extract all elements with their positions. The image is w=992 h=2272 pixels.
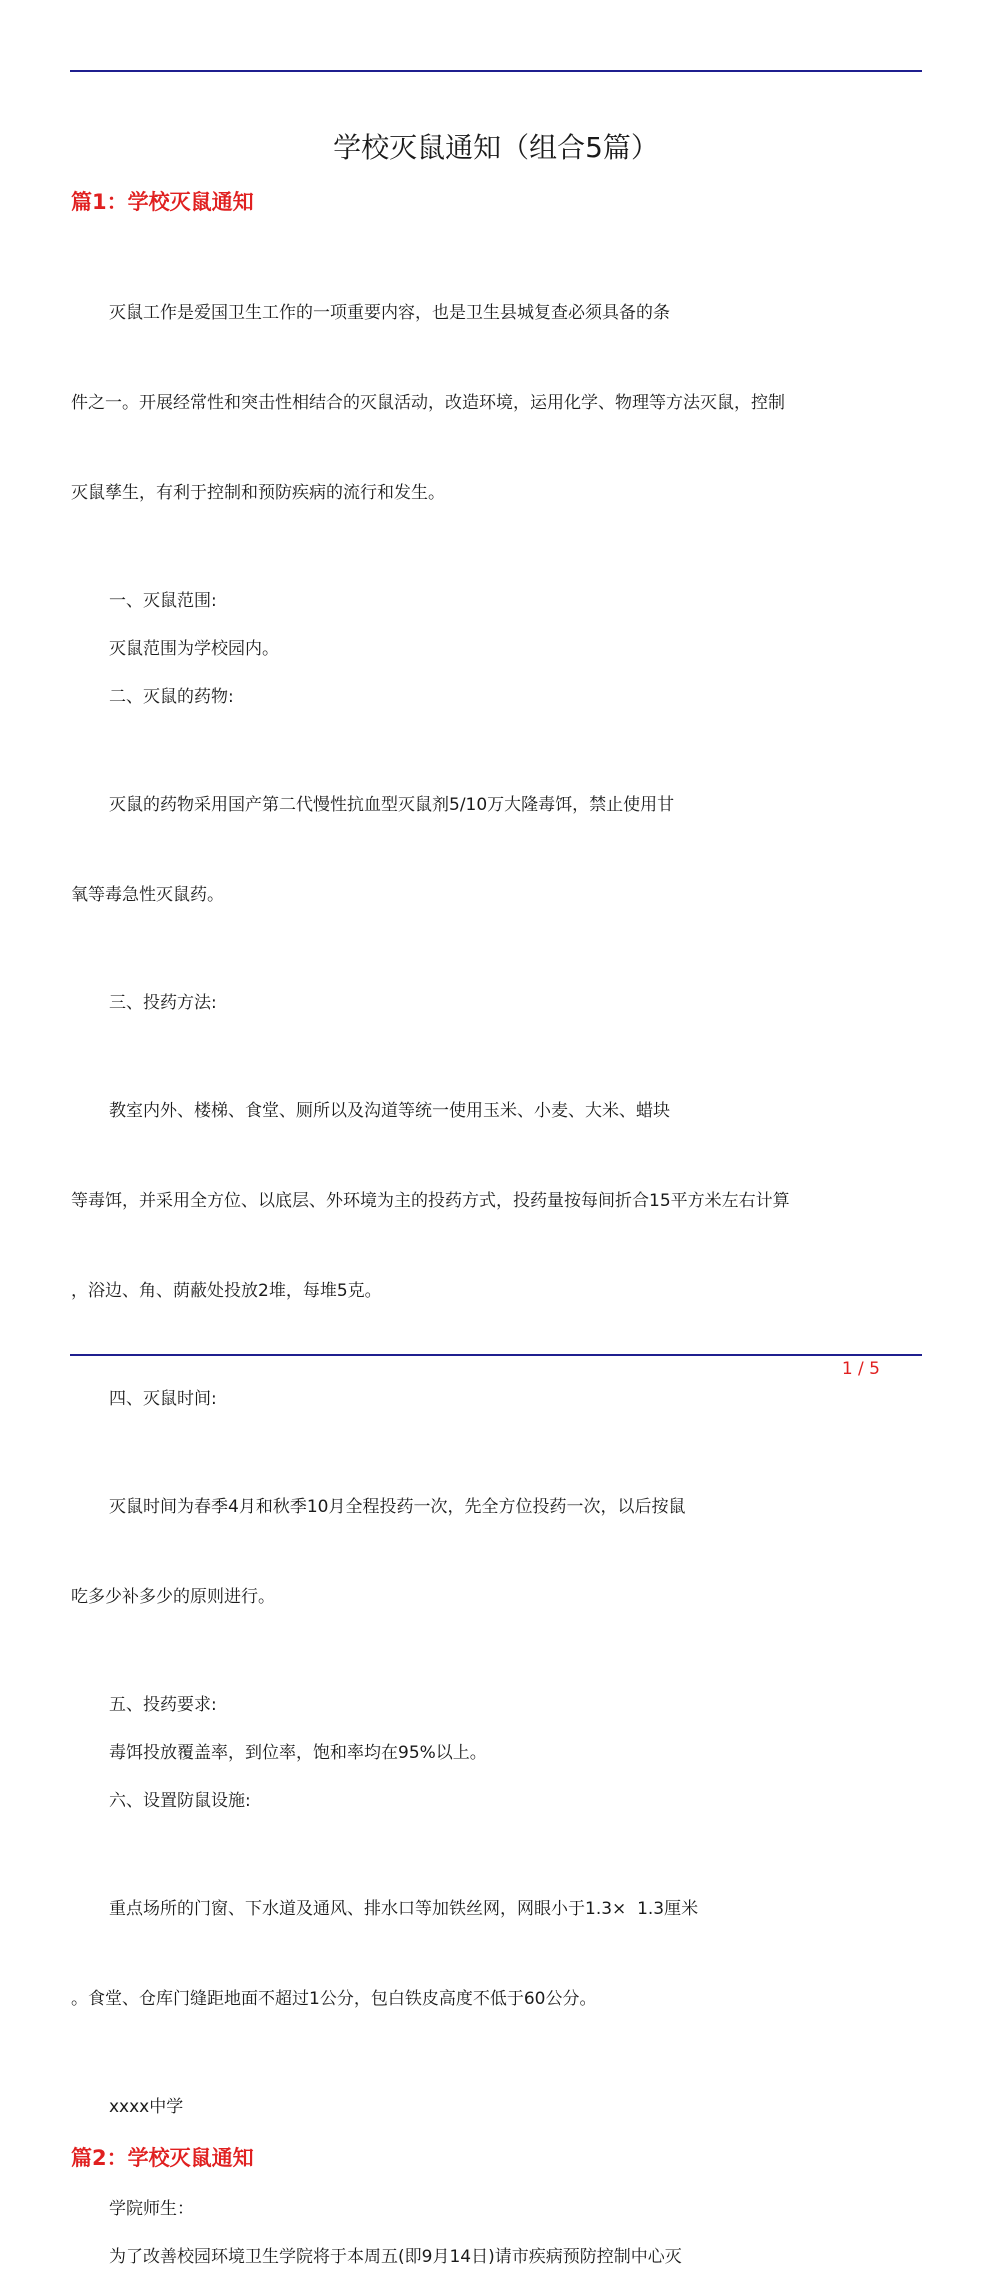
paragraph-line: 吃多少补多少的原则进行。 [71, 1587, 275, 1607]
item-1-heading: 一、灭鼠范围: [109, 591, 217, 611]
item-1-text: 灭鼠范围为学校园内。 [109, 639, 279, 659]
signature: xxxx中学 [109, 2097, 184, 2117]
intro-paragraph [71, 238, 923, 568]
item-5-heading: 五、投药要求: [109, 1695, 217, 1715]
paragraph-line: 件之一。开展经常性和突击性相结合的灭鼠活动，改造环境，运用化学、物理等方法灭鼠，控制 [71, 393, 785, 413]
item-3-paragraph [71, 1036, 923, 1366]
item-2-paragraph [71, 730, 923, 970]
footer-rule [70, 1354, 922, 1356]
item-6-heading: 六、设置防鼠设施: [109, 1791, 251, 1811]
salutation: 学院师生： [109, 2199, 194, 2219]
paragraph-line: 灭鼠的药物采用国产第二代慢性抗血型灭鼠剂5/10万大隆毒饵，禁止使用甘 [109, 795, 675, 815]
paragraph-line: 等毒饵，并采用全方位、以底层、外环境为主的投药方式，投药量按每间折合15平方米左右计算 [71, 1191, 790, 1211]
page-indicator: 1 / 5 [841, 1359, 880, 1379]
document-title: 学校灭鼠通知（组合5篇） [333, 131, 659, 164]
item-4-paragraph [71, 1432, 923, 1672]
paragraph-line: 重点场所的门窗、下水道及通风、排水口等加铁丝网，网眼小于1.3× 1.3厘米 [109, 1899, 699, 1919]
paragraph-line: 。食堂、仓库门缝距地面不超过1公分，包白铁皮高度不低于60公分。 [71, 1989, 597, 2009]
header-rule [70, 70, 922, 72]
item-6-paragraph [71, 1834, 923, 2074]
item-3-heading: 三、投药方法: [109, 993, 217, 1013]
section-2-text: 为了改善校园环境卫生学院将于本周五(即9月14日)请市疾病预防控制中心灭 [109, 2247, 682, 2267]
paragraph-line: 灭鼠孳生，有利于控制和预防疾病的流行和发生。 [71, 483, 445, 503]
section-1-heading: 篇1：学校灭鼠通知 [71, 190, 254, 214]
paragraph-line: 氧等毒急性灭鼠药。 [71, 885, 224, 905]
section-2-heading: 篇2：学校灭鼠通知 [71, 2146, 254, 2170]
paragraph-line: 灭鼠工作是爱国卫生工作的一项重要内容，也是卫生县城复查必须具备的条 [109, 303, 670, 323]
item-2-heading: 二、灭鼠的药物: [109, 687, 234, 707]
paragraph-line: 灭鼠时间为春季4月和秋季10月全程投药一次，先全方位投药一次，以后按鼠 [109, 1497, 686, 1517]
item-5-text: 毒饵投放覆盖率，到位率，饱和率均在95%以上。 [109, 1743, 487, 1763]
document-body [71, 186, 923, 2272]
item-4-heading: 四、灭鼠时间: [109, 1389, 217, 1409]
paragraph-line: ，浴边、角、荫蔽处投放2堆，每堆5克。 [71, 1281, 382, 1301]
paragraph-line: 教室内外、楼梯、食堂、厕所以及沟道等统一使用玉米、小麦、大米、蜡块 [109, 1101, 670, 1121]
